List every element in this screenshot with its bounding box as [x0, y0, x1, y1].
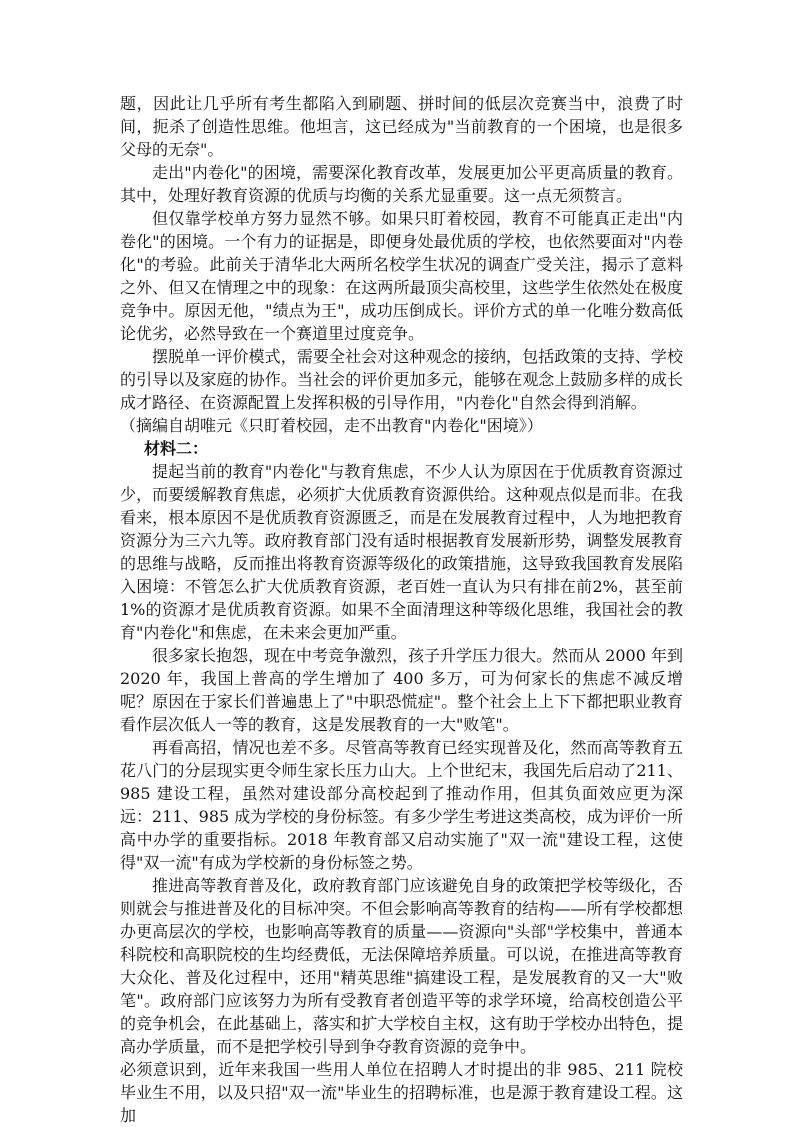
paragraph: 必须意识到，近年来我国一些用人单位在招聘人才时提出的非 985、211 院校毕业生不用，以及只招"双一流"毕业生的招聘标准，也是源于教育建设工程。这加 — [120, 1060, 683, 1125]
paragraph-continuation: 题，因此让几乎所有考生都陷入到刷题、拼时间的低层次竞赛当中，浪费了时间，扼杀了创造性思维。他坦言，这已经成为"当前教育的一个困境，也是很多父母的无奈"。 — [120, 94, 683, 159]
paragraph: 提起当前的教育"内卷化"与教育焦虑，不少人认为原因在于优质教育资源过少，而要缓解教育焦虑，必须扩大优质教育资源供给。这种观点似是而非。在我看来，根本原因不是优质教育资源匮乏，而是在发展教育过程中，人为地把教育资源分为三六九等。政府教育部门没有适时根据教育发展新形势，调整发展教育的思维与战略，反而推出将教育资源等级化的政策措施，这导致我国教育发展陷入困境：不管怎么扩大优质教育资源，老百姓一直认为只有排在前2%，甚至前1%的资源才是优质教育资源。如果不全面清理这种等级化思维，我国社会的教育"内卷化"和焦虑，在未来会更加严重。 — [120, 462, 683, 642]
section-heading: 材料二： — [144, 439, 209, 458]
document-page — [120, 92, 683, 1127]
paragraph: 再看高招，情况也差不多。尽管高等教育已经实现普及化，然而高等教育五花八门的分层现实更令师生家长压力山大。上个世纪末，我国先后启动了211、985 建设工程，虽然对建设部分高校起到了推动作用，但其负面效应更为深远：211、985 成为学校的身份标签。有多少学生考进这类高校，成为评价一所高中办学的重要指标。2018 年教育部又启动实施了"双一流"建设工程，这使得"双一流"有成为学校新的身份标签之势。 — [120, 738, 683, 872]
paragraph: 走出"内卷化"的困境，需要深化教育改革，发展更加公平更高质量的教育。其中，处理好教育资源的优质与均衡的关系尤显重要。这一点无须赘言。 — [120, 163, 683, 205]
paragraph: 推进高等教育普及化，政府教育部门应该避免自身的政策把学校等级化，否则就会与推进普及化的目标冲突。不但会影响高等教育的结构——所有学校都想办更高层次的学校，也影响高等教育的质量——资源向"头部"学校集中，普通本科院校和高职院校的生均经费低，无法保障培养质量。可以说，在推进高等教育大众化、普及化过程中，还用"精英思维"搞建设工程，是发展教育的又一大"败笔"。政府部门应该努力为所有受教育者创造平等的求学环境，给高校创造公平的竞争机会，在此基础上，落实和扩大学校自主权，这有助于学校办出特色，提高办学质量，而不是把学校引导到争夺教育资源的竞争中。 — [120, 876, 683, 1056]
paragraph: 很多家长抱怨，现在中考竞争激烈，孩子升学压力很大。然而从 2000 年到2020 年，我国上普高的学生增加了 400 多万，可为何家长的焦虑不减反增呢？原因在于家长们普遍患上了"中职恐慌症"。整个社会上上下下都把职业教育看作层次低人一等的教育，这是发展教育的一大"败笔"。 — [120, 646, 683, 734]
source-citation: （摘编自胡唯元《只盯着校园，走不出教育"内卷化"困境》） — [120, 416, 543, 435]
paragraph: 摆脱单一评价模式，需要全社会对这种观念的接纳，包括政策的支持、学校的引导以及家庭的协作。当社会的评价更加多元，能够在观念上鼓励多样的成长成才路径、在资源配置上发挥积极的引导作用，"内卷化"自然会得到消解。 — [120, 347, 683, 412]
paragraph: 但仅靠学校单方努力显然不够。如果只盯着校园，教育不可能真正走出"内卷化"的困境。一个有力的证据是，即便身处最优质的学校，也依然要面对"内卷化"的考验。此前关于清华北大两所名校学生状况的调查广受关注，揭示了意料之外、但又在情理之中的现象：在这两所最顶尖高校里，这些学生依然处在极度竞争中。原因无他，"绩点为王"，成功压倒成长。评价方式的单一化唯分数高低论优劣，必然导致在一个赛道里过度竞争。 — [120, 209, 683, 343]
